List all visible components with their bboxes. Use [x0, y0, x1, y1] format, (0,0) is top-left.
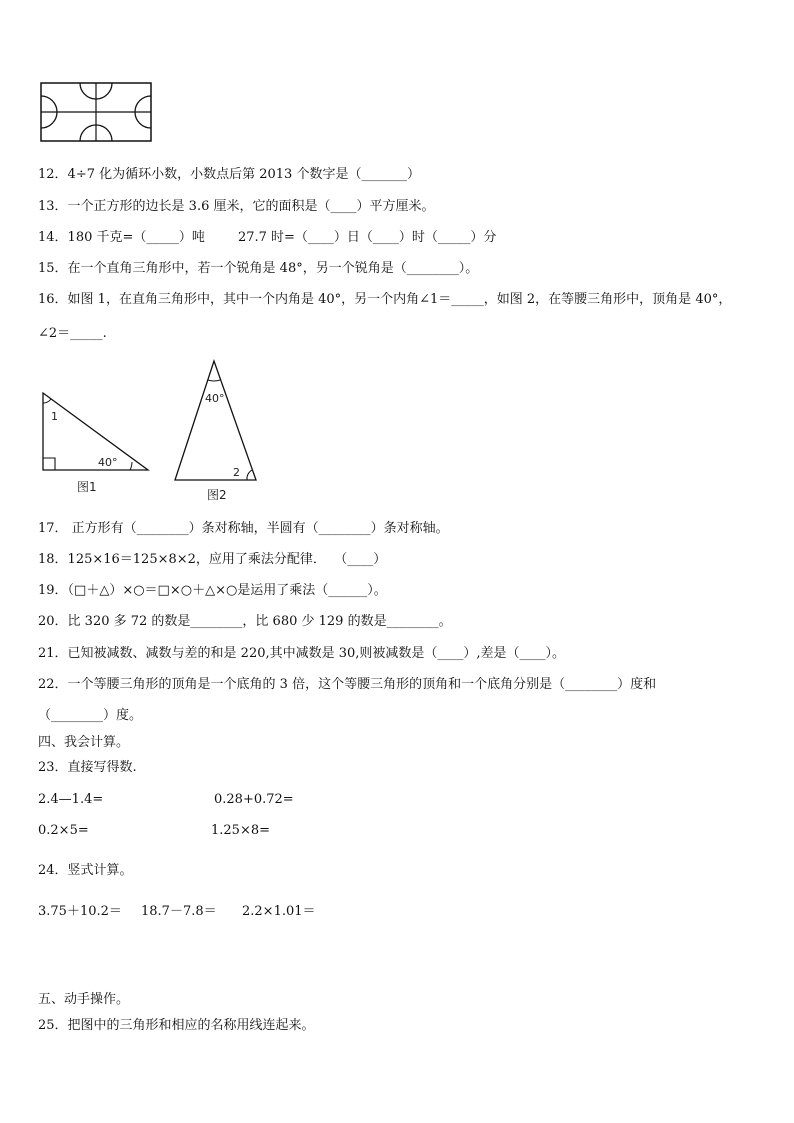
fig1-angle-1-label: 1: [51, 410, 58, 423]
rectangle-semicircle-figure: [38, 80, 154, 146]
question-24: 24．竖式计算。: [38, 863, 133, 878]
question-13: 13．一个正方形的边长是 3.6 厘米，它的面积是（____）平方厘米。: [38, 199, 435, 214]
question-25: 25．把图中的三角形和相应的名称用线连起来。: [38, 1018, 315, 1033]
question-19: 19．（□＋△）×○＝□×○＋△×○是运用了乘法（______）。: [38, 583, 387, 598]
question-17: 17． 正方形有（________）条对称轴，半圆有（________）条对称轴。: [38, 521, 449, 536]
calc-23-item-1: 2.4—1.4=: [38, 792, 104, 807]
fig1-angle-40-label: 40°: [98, 456, 118, 469]
figure-1-right-triangle: [38, 388, 152, 474]
question-15: 15．在一个直角三角形中，若一个锐角是 48°，另一个锐角是（________）。: [38, 261, 479, 276]
question-12: 12．4÷7 化为循环小数，小数点后第 2013 个数字是（_______）: [38, 167, 420, 182]
calc-23-item-3: 0.2×5=: [38, 823, 89, 838]
calc-24-item-3: 2.2×1.01＝: [242, 904, 316, 919]
question-16-line1: 16．如图 1，在直角三角形中，其中一个内角是 40°，另一个内角∠1＝_____，如图 2，在等腰三角形中，顶角是 40°，: [38, 292, 732, 307]
fig2-angle-2-label: 2: [233, 466, 240, 479]
calc-23-item-2: 0.28+0.72=: [214, 792, 294, 807]
question-22-line2: （________）度。: [38, 708, 143, 723]
question-20: 20．比 320 多 72 的数是________，比 680 少 129 的数是________。: [38, 614, 452, 629]
question-23: 23．直接写得数.: [38, 760, 137, 775]
section-4-heading: 四、我会计算。: [38, 735, 130, 750]
section-5-heading: 五、动手操作。: [38, 992, 130, 1007]
figure-2-isosceles-triangle: [170, 358, 262, 484]
fig2-angle-40-label: 40°: [205, 392, 225, 405]
question-14: 14．180 千克=（_____）吨 27.7 时=（____）日（____）时（_____）分: [38, 230, 497, 245]
figure-1-caption: 图1: [77, 480, 97, 494]
question-16-line2: ∠2＝_____.: [38, 326, 107, 341]
question-18: 18．125×16＝125×8×2，应用了乘法分配律． （____）: [38, 552, 387, 567]
question-22-line1: 22．一个等腰三角形的顶角是一个底角的 3 倍，这个等腰三角形的顶角和一个底角分别是（________）度和: [38, 677, 657, 692]
calc-24-item-1: 3.75＋10.2＝: [38, 904, 122, 919]
question-21: 21．已知被减数、减数与差的和是 220,其中减数是 30,则被减数是（____）,差是（____）。: [38, 646, 566, 661]
calc-24-item-2: 18.7－7.8＝: [141, 904, 217, 919]
figure-2-caption: 图2: [207, 488, 227, 502]
calc-23-item-4: 1.25×8=: [211, 823, 271, 838]
